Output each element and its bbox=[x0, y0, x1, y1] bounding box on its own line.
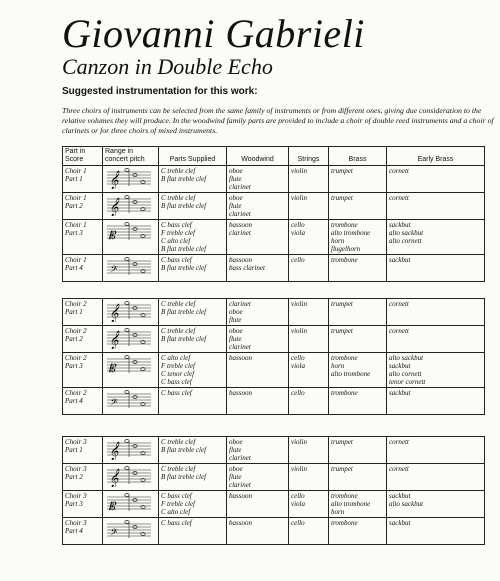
woodwind-cell bbox=[227, 193, 289, 220]
svg-text:𝄢: 𝄢 bbox=[109, 264, 117, 277]
cell-text: alto trombone bbox=[331, 500, 371, 508]
part-cell bbox=[63, 220, 103, 255]
svg-text:𝄢: 𝄢 bbox=[109, 527, 117, 540]
early-brass-cell bbox=[387, 518, 485, 545]
cell-text: viola bbox=[291, 500, 305, 508]
strings-cell bbox=[289, 491, 329, 518]
range-cell bbox=[103, 255, 159, 282]
cell-text: cornett bbox=[389, 438, 409, 446]
early-brass-cell bbox=[387, 193, 485, 220]
cell-text: F treble clef bbox=[161, 500, 195, 508]
cell-text: bass clarinet bbox=[229, 264, 265, 272]
column-header: Range in concert pitch bbox=[103, 147, 159, 166]
range-cell bbox=[103, 326, 159, 353]
strings-cell bbox=[289, 166, 329, 193]
cell-text: C treble clef bbox=[161, 194, 196, 202]
cell-text: horn bbox=[331, 362, 345, 370]
supplied-cell bbox=[159, 388, 227, 415]
cell-text: sackbut bbox=[389, 362, 411, 370]
part-cell bbox=[63, 464, 103, 491]
cell-text: horn bbox=[331, 508, 345, 516]
page-title: Giovanni Gabrieli bbox=[62, 11, 365, 56]
range-cell bbox=[103, 353, 159, 388]
cell-text: trumpet bbox=[331, 194, 353, 202]
staff-range-icon bbox=[105, 389, 153, 411]
cell-text: Part 4 bbox=[65, 527, 83, 535]
cell-text: violin bbox=[291, 438, 307, 446]
column-header: Parts Supplied bbox=[159, 147, 227, 166]
cell-text: tenor cornett bbox=[389, 378, 426, 386]
supplied-cell bbox=[159, 166, 227, 193]
early-brass-cell bbox=[387, 220, 485, 255]
cell-text: B flat treble clef bbox=[161, 264, 207, 272]
strings-cell bbox=[289, 353, 329, 388]
staff-range-icon bbox=[105, 221, 153, 243]
choir-2-table bbox=[62, 298, 485, 415]
cell-text: bassoon bbox=[229, 492, 252, 500]
cell-text: Part 3 bbox=[65, 229, 83, 237]
table-row bbox=[63, 464, 485, 491]
cell-text: Part 2 bbox=[65, 335, 83, 343]
range-cell bbox=[103, 437, 159, 464]
cell-text: clarinet bbox=[229, 454, 251, 462]
cell-text: clarinet bbox=[229, 300, 251, 308]
brass-cell bbox=[329, 326, 387, 353]
cell-text: violin bbox=[291, 300, 307, 308]
cell-text: cello bbox=[291, 519, 305, 527]
woodwind-cell bbox=[227, 166, 289, 193]
part-cell bbox=[63, 193, 103, 220]
brass-cell bbox=[329, 193, 387, 220]
cell-text: C tenor clef bbox=[161, 370, 195, 378]
cell-text: sackbut bbox=[389, 389, 411, 397]
cell-text: flute bbox=[229, 335, 242, 343]
staff-range-icon bbox=[105, 327, 153, 349]
cell-text: trumpet bbox=[331, 327, 353, 335]
cell-text: oboe bbox=[229, 438, 243, 446]
supplied-cell bbox=[159, 353, 227, 388]
cell-text: C bass clef bbox=[161, 378, 192, 386]
supplied-cell bbox=[159, 437, 227, 464]
cell-text: Part 2 bbox=[65, 473, 83, 481]
early-brass-cell bbox=[387, 353, 485, 388]
cell-text: Part 2 bbox=[65, 202, 83, 210]
cell-text: cello bbox=[291, 221, 305, 229]
cell-text: violin bbox=[291, 327, 307, 335]
cell-text: Choir 2 bbox=[65, 354, 87, 362]
svg-text:𝄞: 𝄞 bbox=[109, 441, 119, 460]
woodwind-cell bbox=[227, 518, 289, 545]
part-cell bbox=[63, 326, 103, 353]
staff-range-icon bbox=[105, 354, 153, 376]
intro-paragraph: Three choirs of instruments can be selected from the same family of instruments or from different ones, giving due consideration to the relative volumes they will produce. In the woodwind family parts are provided to include a choir of double reed instruments and a choir of clarinets or for three choirs of mixed instruments. bbox=[62, 106, 494, 135]
supplied-cell bbox=[159, 299, 227, 326]
strings-cell bbox=[289, 518, 329, 545]
woodwind-cell bbox=[227, 353, 289, 388]
cell-text: clarinet bbox=[229, 343, 251, 351]
cell-text: violin bbox=[291, 167, 307, 175]
cell-text: trumpet bbox=[331, 167, 353, 175]
svg-text:𝄢: 𝄢 bbox=[109, 397, 117, 410]
cell-text: cello bbox=[291, 492, 305, 500]
cell-text: cello bbox=[291, 389, 305, 397]
cell-text: clarinet bbox=[229, 210, 251, 218]
cell-text: C alto clef bbox=[161, 354, 191, 362]
staff-range-icon bbox=[105, 167, 153, 189]
woodwind-cell bbox=[227, 437, 289, 464]
brass-cell bbox=[329, 491, 387, 518]
cell-text: cello bbox=[291, 354, 305, 362]
cell-text: B flat treble clef bbox=[161, 202, 207, 210]
table-row bbox=[63, 437, 485, 464]
cell-text: cornett bbox=[389, 300, 409, 308]
cell-text: Choir 3 bbox=[65, 438, 87, 446]
column-header: Brass bbox=[329, 147, 387, 166]
cell-text: oboe bbox=[229, 167, 243, 175]
cell-text: trombone bbox=[331, 354, 358, 362]
cell-text: C bass clef bbox=[161, 256, 192, 264]
cell-text: flugelhorn bbox=[331, 245, 361, 253]
cell-text: C treble clef bbox=[161, 300, 196, 308]
cell-text: Part 1 bbox=[65, 175, 83, 183]
cell-text: viola bbox=[291, 362, 305, 370]
supplied-cell bbox=[159, 255, 227, 282]
cell-text: flute bbox=[229, 473, 242, 481]
brass-cell bbox=[329, 518, 387, 545]
cell-text: C bass clef bbox=[161, 389, 192, 397]
brass-cell bbox=[329, 437, 387, 464]
cell-text: bassoon bbox=[229, 221, 252, 229]
woodwind-cell bbox=[227, 326, 289, 353]
cell-text: Part 4 bbox=[65, 397, 83, 405]
cell-text: Choir 1 bbox=[65, 256, 87, 264]
staff-range-icon bbox=[105, 492, 153, 514]
cell-text: bassoon bbox=[229, 389, 252, 397]
cell-text: B flat treble clef bbox=[161, 308, 207, 316]
strings-cell bbox=[289, 299, 329, 326]
cell-text: sackbut bbox=[389, 221, 411, 229]
early-brass-cell bbox=[387, 255, 485, 282]
column-header: Woodwind bbox=[227, 147, 289, 166]
range-cell bbox=[103, 464, 159, 491]
strings-cell bbox=[289, 193, 329, 220]
cell-text: alto sackbut bbox=[389, 229, 424, 237]
cell-text: flute bbox=[229, 316, 242, 324]
cell-text: trombone bbox=[331, 221, 358, 229]
strings-cell bbox=[289, 437, 329, 464]
cell-text: Part 3 bbox=[65, 500, 83, 508]
cell-text: Choir 1 bbox=[65, 221, 87, 229]
early-brass-cell bbox=[387, 166, 485, 193]
cell-text: C treble clef bbox=[161, 465, 196, 473]
table-row bbox=[63, 193, 485, 220]
table-row bbox=[63, 518, 485, 545]
early-brass-cell bbox=[387, 326, 485, 353]
part-cell bbox=[63, 491, 103, 518]
column-header: Part in Score bbox=[63, 147, 103, 166]
cell-text: Part 1 bbox=[65, 446, 83, 454]
table-row bbox=[63, 299, 485, 326]
range-cell bbox=[103, 491, 159, 518]
cell-text: cornett bbox=[389, 327, 409, 335]
cell-text: alto trombone bbox=[331, 229, 371, 237]
cell-text: oboe bbox=[229, 327, 243, 335]
supplied-cell bbox=[159, 464, 227, 491]
section-heading: Suggested instrumentation for this work: bbox=[62, 86, 258, 97]
cell-text: B flat treble clef bbox=[161, 245, 207, 253]
table-header-row bbox=[63, 147, 485, 166]
page-subtitle: Canzon in Double Echo bbox=[62, 54, 273, 79]
cell-text: Choir 3 bbox=[65, 519, 87, 527]
cell-text: B flat treble clef bbox=[161, 473, 207, 481]
cell-text: sackbut bbox=[389, 492, 411, 500]
column-header: Early Brass bbox=[387, 147, 485, 166]
cell-text: B flat treble clef bbox=[161, 335, 207, 343]
cell-text: alto sackbut bbox=[389, 500, 424, 508]
range-cell bbox=[103, 220, 159, 255]
cell-text: alto cornett bbox=[389, 370, 422, 378]
svg-text:𝄞: 𝄞 bbox=[109, 330, 119, 349]
cell-text: oboe bbox=[229, 465, 243, 473]
range-cell bbox=[103, 193, 159, 220]
early-brass-cell bbox=[387, 464, 485, 491]
staff-range-icon bbox=[105, 194, 153, 216]
brass-cell bbox=[329, 464, 387, 491]
staff-range-icon bbox=[105, 438, 153, 460]
cell-text: clarinet bbox=[229, 229, 251, 237]
cell-text: clarinet bbox=[229, 481, 251, 489]
early-brass-cell bbox=[387, 388, 485, 415]
cell-text: flute bbox=[229, 175, 242, 183]
cell-text: flute bbox=[229, 446, 242, 454]
cell-text: trumpet bbox=[331, 300, 353, 308]
supplied-cell bbox=[159, 518, 227, 545]
cell-text: Choir 1 bbox=[65, 167, 87, 175]
cell-text: alto sackbut bbox=[389, 354, 424, 362]
svg-text:𝄞: 𝄞 bbox=[109, 170, 119, 189]
cell-text: cornett bbox=[389, 167, 409, 175]
table-row bbox=[63, 326, 485, 353]
staff-range-icon bbox=[105, 256, 153, 278]
woodwind-cell bbox=[227, 388, 289, 415]
part-cell bbox=[63, 353, 103, 388]
cell-text: alto cornett bbox=[389, 237, 422, 245]
early-brass-cell bbox=[387, 491, 485, 518]
choir-1-table bbox=[62, 146, 485, 282]
cell-text: oboe bbox=[229, 308, 243, 316]
cell-text: trombone bbox=[331, 256, 358, 264]
strings-cell bbox=[289, 220, 329, 255]
cell-text: C bass clef bbox=[161, 492, 192, 500]
early-brass-cell bbox=[387, 299, 485, 326]
strings-cell bbox=[289, 255, 329, 282]
table-row bbox=[63, 166, 485, 193]
woodwind-cell bbox=[227, 464, 289, 491]
cell-text: trombone bbox=[331, 492, 358, 500]
brass-cell bbox=[329, 255, 387, 282]
woodwind-cell bbox=[227, 255, 289, 282]
cell-text: C alto clef bbox=[161, 508, 191, 516]
cell-text: flute bbox=[229, 202, 242, 210]
strings-cell bbox=[289, 464, 329, 491]
brass-cell bbox=[329, 166, 387, 193]
svg-text:𝄡: 𝄡 bbox=[109, 362, 116, 375]
cell-text: trumpet bbox=[331, 465, 353, 473]
cell-text: violin bbox=[291, 465, 307, 473]
choir-3-table bbox=[62, 436, 485, 545]
part-cell bbox=[63, 299, 103, 326]
cell-text: cornett bbox=[389, 194, 409, 202]
cell-text: B flat treble clef bbox=[161, 446, 207, 454]
cell-text: bassoon bbox=[229, 519, 252, 527]
cell-text: sackbut bbox=[389, 519, 411, 527]
supplied-cell bbox=[159, 193, 227, 220]
table-row bbox=[63, 255, 485, 282]
supplied-cell bbox=[159, 326, 227, 353]
woodwind-cell bbox=[227, 220, 289, 255]
cell-text: Part 4 bbox=[65, 264, 83, 272]
cell-text: C bass clef bbox=[161, 519, 192, 527]
column-header: Strings bbox=[289, 147, 329, 166]
cell-text: C bass clef bbox=[161, 221, 192, 229]
cell-text: cello bbox=[291, 256, 305, 264]
cell-text: viola bbox=[291, 229, 305, 237]
staff-range-icon bbox=[105, 519, 153, 541]
strings-cell bbox=[289, 326, 329, 353]
staff-range-icon bbox=[105, 465, 153, 487]
staff-range-icon bbox=[105, 300, 153, 322]
cell-text: Choir 2 bbox=[65, 327, 87, 335]
part-cell bbox=[63, 437, 103, 464]
woodwind-cell bbox=[227, 491, 289, 518]
cell-text: trumpet bbox=[331, 438, 353, 446]
cell-text: B flat treble clef bbox=[161, 175, 207, 183]
cell-text: Choir 2 bbox=[65, 300, 87, 308]
cell-text: cornett bbox=[389, 465, 409, 473]
svg-text:𝄞: 𝄞 bbox=[109, 303, 119, 322]
cell-text: Part 1 bbox=[65, 308, 83, 316]
cell-text: Choir 3 bbox=[65, 492, 87, 500]
cell-text: horn bbox=[331, 237, 345, 245]
cell-text: oboe bbox=[229, 194, 243, 202]
cell-text: Part 3 bbox=[65, 362, 83, 370]
supplied-cell bbox=[159, 220, 227, 255]
part-cell bbox=[63, 166, 103, 193]
cell-text: clarinet bbox=[229, 183, 251, 191]
cell-text: Choir 2 bbox=[65, 389, 87, 397]
cell-text: C treble clef bbox=[161, 167, 196, 175]
cell-text: C treble clef bbox=[161, 438, 196, 446]
cell-text: C alto clef bbox=[161, 237, 191, 245]
cell-text: C treble clef bbox=[161, 327, 196, 335]
range-cell bbox=[103, 388, 159, 415]
woodwind-cell bbox=[227, 299, 289, 326]
svg-text:𝄡: 𝄡 bbox=[109, 500, 116, 513]
cell-text: trombone bbox=[331, 519, 358, 527]
table-row bbox=[63, 388, 485, 415]
early-brass-cell bbox=[387, 437, 485, 464]
range-cell bbox=[103, 299, 159, 326]
cell-text: trombone bbox=[331, 389, 358, 397]
part-cell bbox=[63, 518, 103, 545]
svg-text:𝄡: 𝄡 bbox=[109, 229, 116, 242]
supplied-cell bbox=[159, 491, 227, 518]
table-row bbox=[63, 353, 485, 388]
cell-text: bassoon bbox=[229, 354, 252, 362]
table-row bbox=[63, 491, 485, 518]
cell-text: Choir 1 bbox=[65, 194, 87, 202]
part-cell bbox=[63, 388, 103, 415]
cell-text: sackbut bbox=[389, 256, 411, 264]
svg-text:𝄞: 𝄞 bbox=[109, 468, 119, 487]
cell-text: alto trombone bbox=[331, 370, 371, 378]
range-cell bbox=[103, 166, 159, 193]
cell-text: F treble clef bbox=[161, 229, 195, 237]
svg-text:𝄞: 𝄞 bbox=[109, 197, 119, 216]
cell-text: bassoon bbox=[229, 256, 252, 264]
part-cell bbox=[63, 255, 103, 282]
table-row bbox=[63, 220, 485, 255]
brass-cell bbox=[329, 220, 387, 255]
cell-text: violin bbox=[291, 194, 307, 202]
cell-text: F treble clef bbox=[161, 362, 195, 370]
brass-cell bbox=[329, 388, 387, 415]
cell-text: Choir 3 bbox=[65, 465, 87, 473]
range-cell bbox=[103, 518, 159, 545]
strings-cell bbox=[289, 388, 329, 415]
brass-cell bbox=[329, 299, 387, 326]
brass-cell bbox=[329, 353, 387, 388]
